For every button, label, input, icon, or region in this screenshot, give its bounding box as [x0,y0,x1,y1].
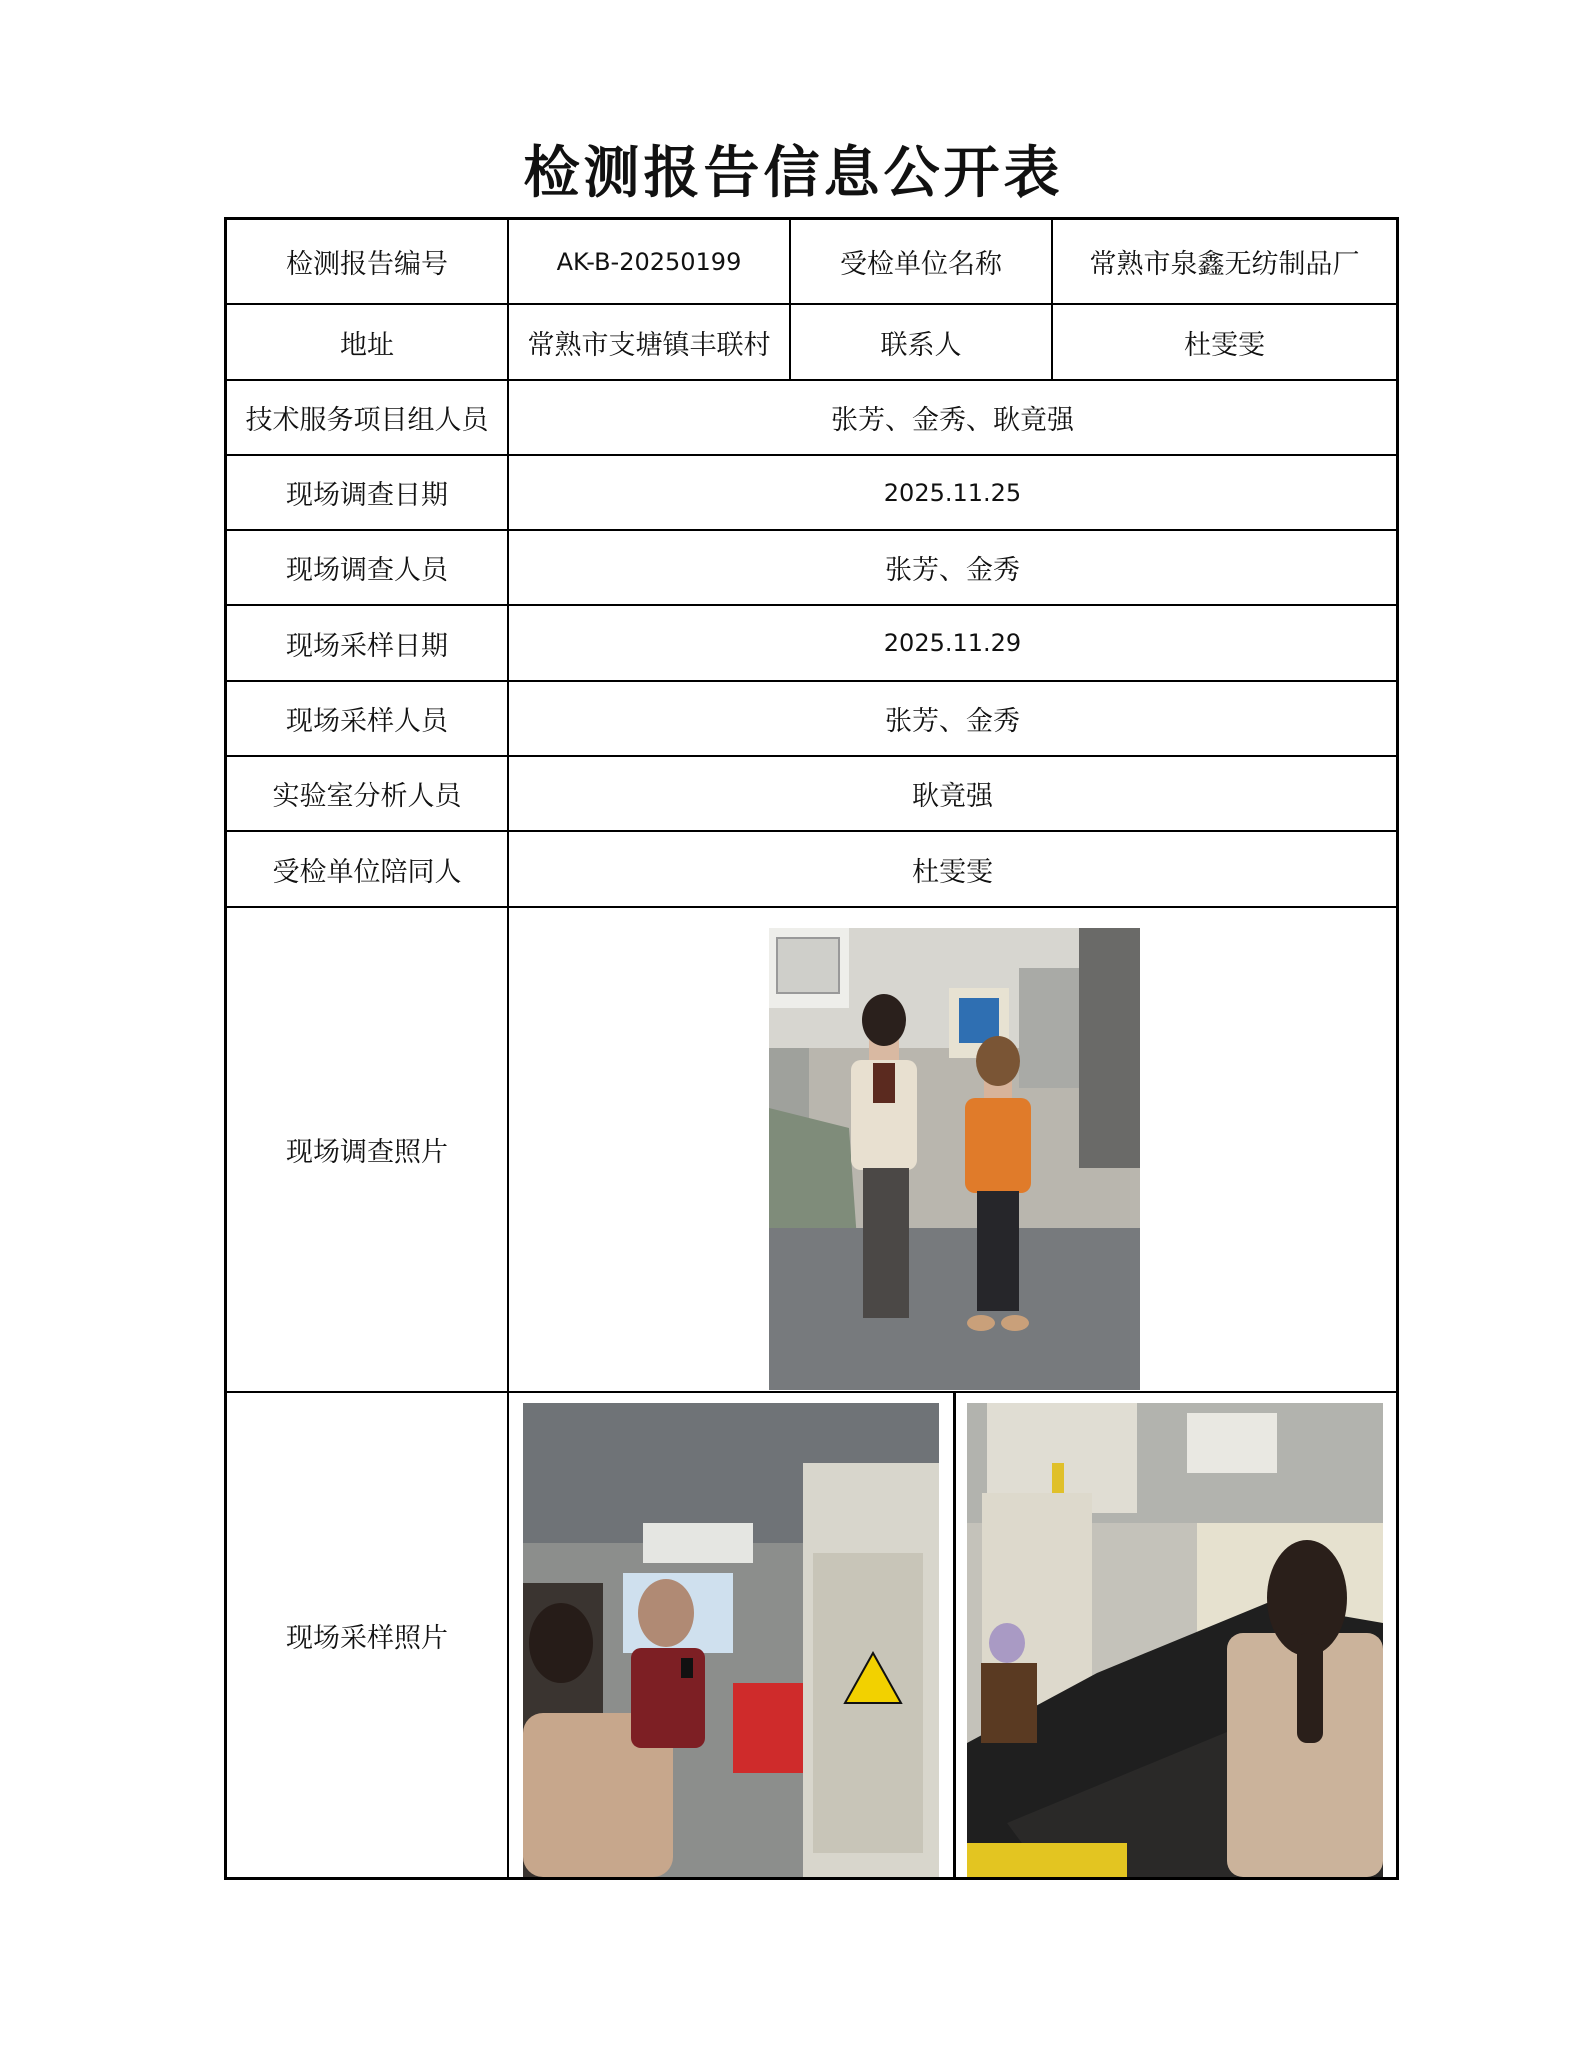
page-title: 检测报告信息公开表 [523,140,1064,206]
escort-label: 受检单位陪同人 [227,832,509,906]
escort-value: 杜雯雯 [912,856,993,888]
lab-staff-value: 耿竟强 [912,781,993,812]
lab-staff-label: 实验室分析人员 [227,757,509,830]
survey-staff-value: 张芳、金秀 [885,555,1020,586]
survey-photo [769,928,1140,1390]
table-row [227,1393,1396,1877]
team-label: 技术服务项目组人员 [227,381,509,454]
table-row [227,305,1396,381]
table-row [227,456,1396,531]
report-no-value: AK-B-20250199 [509,220,791,303]
contact-label: 联系人 [791,305,1053,379]
report-no-label: 检测报告编号 [227,220,509,303]
inspected-unit-label: 受检单位名称 [791,220,1053,303]
sampling-date-label: 现场采样日期 [227,606,509,680]
photo-divider [953,1393,956,1877]
address-value: 常熟市支塘镇丰联村 [509,305,791,379]
sampling-photo-2 [967,1403,1383,1877]
table-row [227,606,1396,682]
sampling-photo-1 [523,1403,939,1877]
address-label: 地址 [227,305,509,379]
sampling-photo-label: 现场采样照片 [227,1393,509,1877]
table-row [227,220,1396,305]
table-row [227,682,1396,757]
survey-date-label: 现场调查日期 [227,456,509,529]
table-row [227,832,1396,908]
survey-staff-label: 现场调查人员 [227,531,509,604]
table-row [227,908,1396,1393]
team-value: 张芳、金秀、耿竟强 [831,405,1074,436]
sampling-staff-label: 现场采样人员 [227,682,509,755]
table-row [227,531,1396,606]
contact-value: 杜雯雯 [1184,329,1265,361]
sampling-date-value: 2025.11.29 [883,629,1022,657]
survey-date-value: 2025.11.25 [883,478,1022,507]
inspected-unit-value: 常熟市泉鑫无纺制品厂 [1089,249,1360,280]
table-row [227,381,1396,456]
table-row [227,757,1396,832]
survey-photo-label: 现场调查照片 [227,908,509,1391]
sampling-staff-value: 张芳、金秀 [885,706,1020,737]
info-table [224,217,1399,1880]
